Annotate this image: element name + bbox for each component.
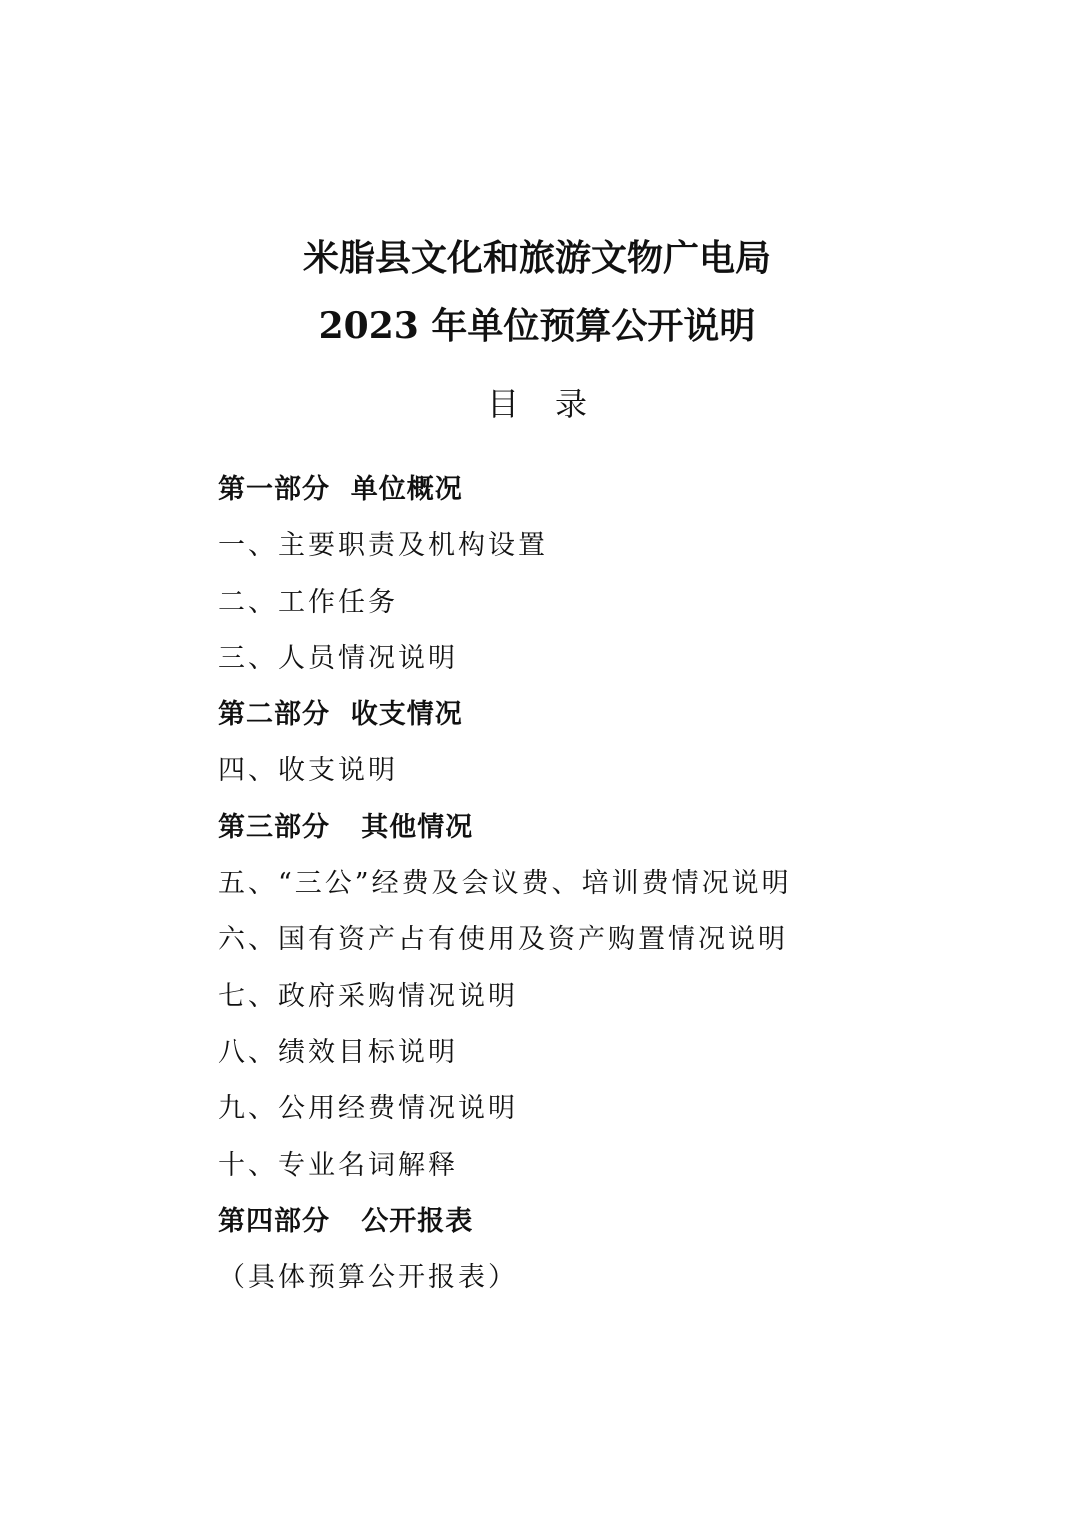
toc-item-4: 四、收支说明: [218, 755, 398, 787]
document-subtitle: 2023 年单位预算公开说明: [318, 305, 756, 347]
toc-heading-right: 录: [555, 385, 588, 423]
document-title: 米脂县文化和旅游文物广电局: [302, 237, 771, 279]
toc-part-3: 第三部分 其他情况: [218, 811, 474, 843]
toc-item-1: 一、主要职责及机构设置: [218, 530, 548, 562]
toc-part-4: 第四部分 公开报表: [218, 1205, 474, 1237]
toc-item-8: 八、绩效目标说明: [218, 1036, 458, 1068]
toc-heading-left: 目: [486, 385, 519, 423]
toc-item-6: 六、国有资产占有使用及资产购置情况说明: [218, 924, 788, 956]
toc-heading: [0, 384, 1074, 424]
toc-item-11: （具体预算公开报表）: [218, 1262, 518, 1294]
toc-item-2: 二、工作任务: [218, 586, 398, 618]
toc-item-5: 五、“三公”经费及会议费、培训费情况说明: [218, 868, 792, 900]
toc-item-10: 十、专业名词解释: [218, 1149, 458, 1181]
toc-part-2: 第二部分 收支情况: [218, 699, 463, 731]
toc-item-7: 七、政府采购情况说明: [218, 980, 518, 1012]
toc-part-1: 第一部分 单位概况: [218, 474, 463, 505]
toc-item-9: 九、公用经费情况说明: [218, 1093, 518, 1125]
toc-item-3: 三、人员情况说明: [218, 642, 458, 674]
table-of-contents: [218, 470, 978, 1314]
